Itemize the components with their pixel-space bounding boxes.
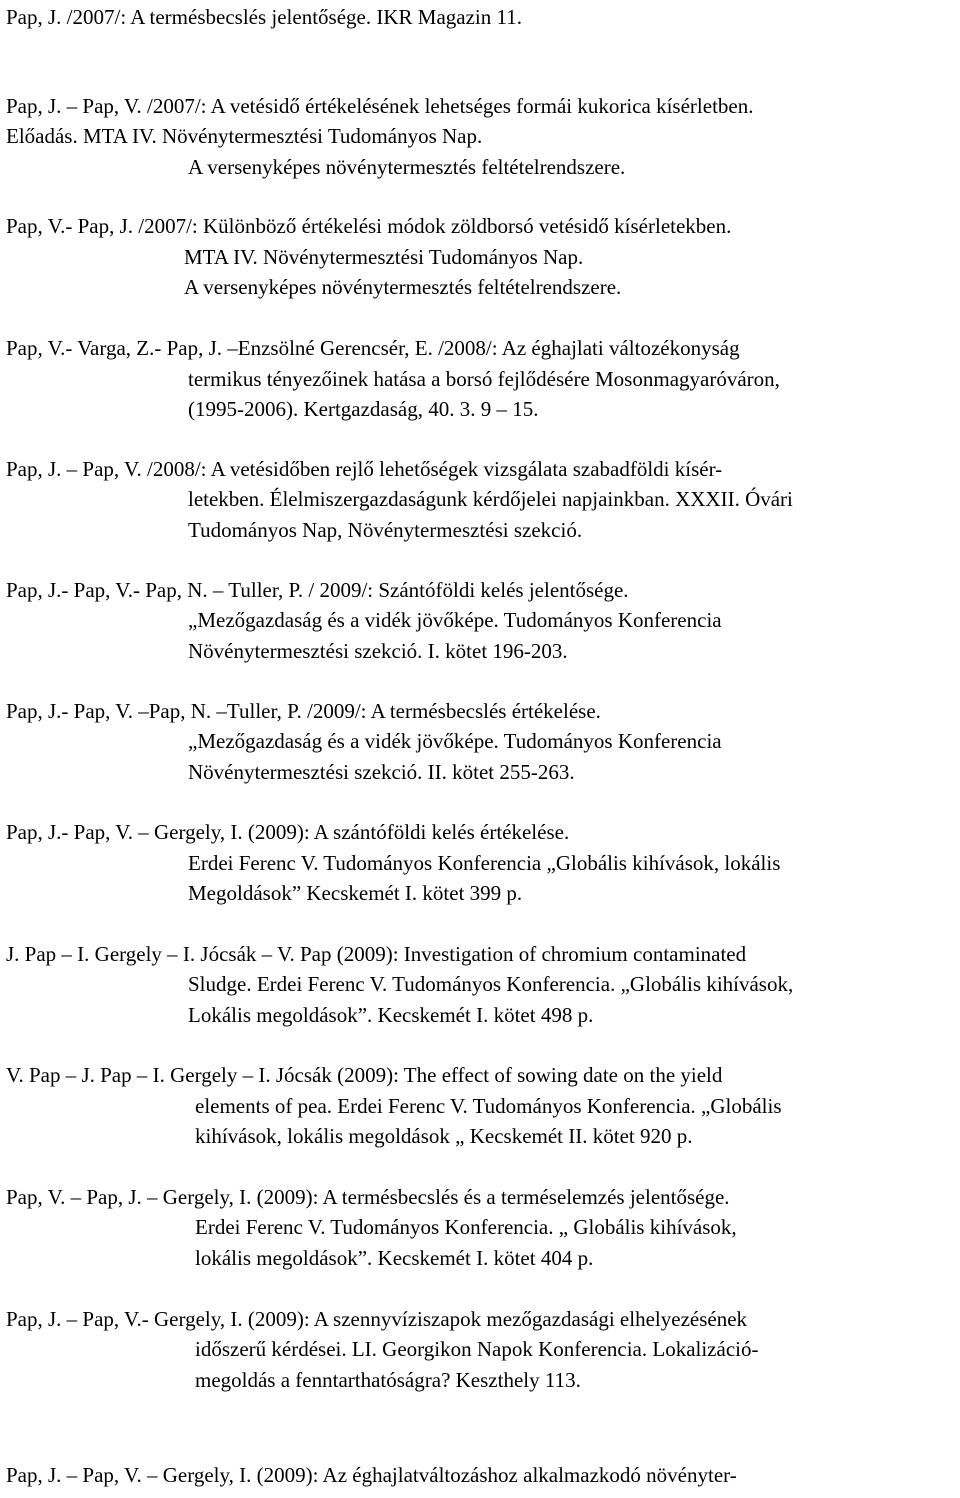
reference-line: Növénytermesztési szekció. I. kötet 196-203.: [188, 639, 568, 663]
reference-line: Pap, J.- Pap, V. –Pap, N. –Tuller, P. /2009/: A termésbecslés értékelése.: [6, 699, 601, 723]
reference-line: Tudományos Nap, Növénytermesztési szekció.: [188, 518, 583, 542]
reference-line: megoldás a fenntarthatóságra? Keszthely 113.: [195, 1368, 581, 1392]
reference-line: MTA IV. Növénytermesztési Tudományos Nap.: [184, 245, 584, 269]
reference-line: Megoldások” Kecskemét I. kötet 399 p.: [188, 881, 523, 905]
reference-line: Sludge. Erdei Ferenc V. Tudományos Konferencia. „Globális kihívások,: [188, 972, 794, 996]
reference-line: Erdei Ferenc V. Tudományos Konferencia. „ Globális kihívások,: [195, 1215, 737, 1239]
reference-line: Pap, J. /2007/: A termésbecslés jelentősége. IKR Magazin 11.: [6, 5, 522, 29]
reference-line: Pap, J. – Pap, V. /2008/: A vetésidőben rejlő lehetőségek vizsgálata szabadföldi kísér-: [6, 457, 723, 481]
reference-line: A versenyképes növénytermesztés feltételrendszere.: [188, 155, 626, 179]
reference-line: V. Pap – J. Pap – I. Gergely – I. Jócsák (2009): The effect of sowing date on the yield: [6, 1063, 723, 1087]
reference-line: Növénytermesztési szekció. II. kötet 255-263.: [188, 760, 575, 784]
reference-line: A versenyképes növénytermesztés feltételrendszere.: [184, 275, 622, 299]
reference-line: Pap, J. – Pap, V.- Gergely, I. (2009): A szennyvíziszapok mezőgazdasági elhelyezésének: [6, 1307, 748, 1331]
reference-line: Pap, V. – Pap, J. – Gergely, I. (2009): A termésbecslés és a terméselemzés jelentősége.: [6, 1185, 730, 1209]
reference-line: lokális megoldások”. Kecskemét I. kötet 404 p.: [195, 1246, 594, 1270]
reference-line: kihívások, lokális megoldások „ Kecskemét II. kötet 920 p.: [195, 1124, 693, 1148]
reference-line: Pap, J. – Pap, V. – Gergely, I. (2009): Az éghajlatváltozáshoz alkalmazkodó növényter-: [6, 1463, 737, 1487]
reference-line: termikus tényezőinek hatása a borsó fejlődésére Mosonmagyaróváron,: [188, 367, 780, 391]
reference-line: Pap, V.- Pap, J. /2007/: Különböző értékelési módok zöldborsó vetésidő kísérletekben.: [6, 214, 732, 238]
reference-line: Pap, J.- Pap, V.- Pap, N. – Tuller, P. / 2009/: Szántóföldi kelés jelentősége.: [6, 578, 629, 602]
reference-line: elements of pea. Erdei Ferenc V. Tudományos Konferencia. „Globális: [195, 1094, 782, 1118]
reference-line: J. Pap – I. Gergely – I. Jócsák – V. Pap (2009): Investigation of chromium contaminated: [6, 942, 747, 966]
reference-line: Erdei Ferenc V. Tudományos Konferencia „Globális kihívások, lokális: [188, 851, 781, 875]
reference-line: „Mezőgazdaság és a vidék jövőképe. Tudományos Konferencia: [188, 608, 722, 632]
reference-line: Pap, J.- Pap, V. – Gergely, I. (2009): A szántóföldi kelés értékelése.: [6, 820, 570, 844]
reference-line: időszerű kérdései. LI. Georgikon Napok Konferencia. Lokalizáció-: [195, 1337, 759, 1361]
reference-line: Pap, V.- Varga, Z.- Pap, J. –Enzsölné Gerencsér, E. /2008/: Az éghajlati változékonyság: [6, 336, 740, 360]
reference-line: Pap, J. – Pap, V. /2007/: A vetésidő értékelésének lehetséges formái kukorica kísérletben.: [6, 94, 754, 118]
reference-line: Előadás. MTA IV. Növénytermesztési Tudományos Nap.: [6, 124, 483, 148]
reference-line: Lokális megoldások”. Kecskemét I. kötet 498 p.: [188, 1003, 594, 1027]
reference-line: (1995-2006). Kertgazdaság, 40. 3. 9 – 15.: [188, 397, 539, 421]
reference-line: letekben. Élelmiszergazdaságunk kérdőjelei napjainkban. XXXII. Óvári: [188, 487, 793, 511]
reference-line: „Mezőgazdaság és a vidék jövőképe. Tudományos Konferencia: [188, 729, 722, 753]
